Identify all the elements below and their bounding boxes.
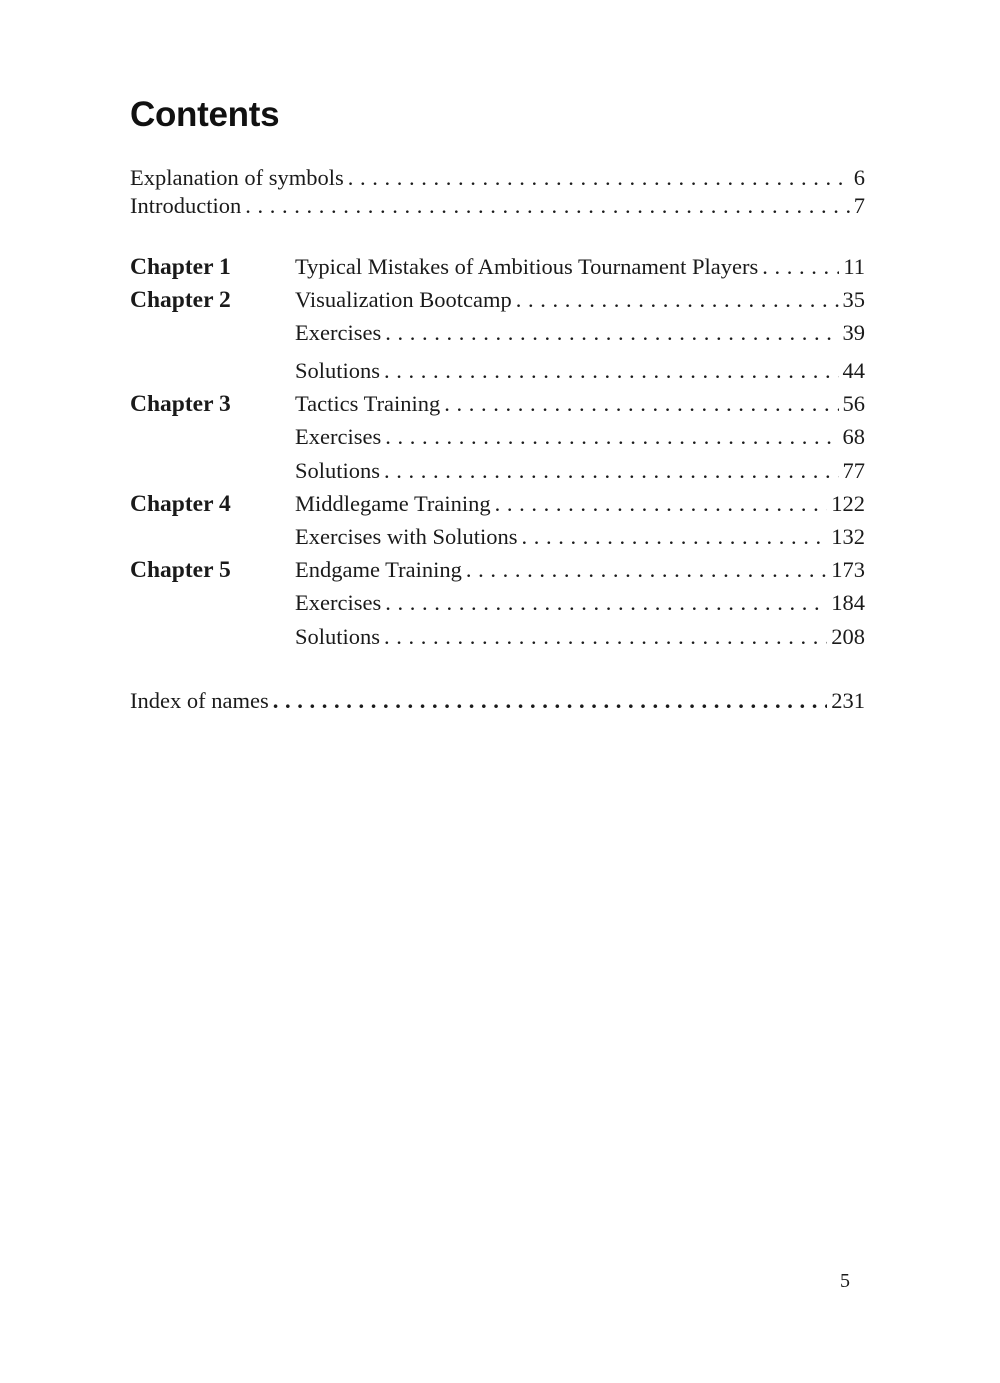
toc-entry-page: 39: [842, 320, 865, 345]
toc-entry-title: Typical Mistakes of Ambitious Tournament Players: [295, 254, 759, 279]
dot-leader: [521, 522, 827, 552]
chapter-4-label: Chapter 4: [130, 491, 231, 517]
toc-entry-chapter-2-solutions[interactable]: [295, 356, 865, 386]
toc-entry-explanation-of-symbols[interactable]: [130, 163, 865, 193]
toc-entry-title: Middlegame Training: [295, 491, 491, 516]
toc-entry-chapter-2[interactable]: [295, 285, 865, 315]
toc-entry-title: Index of names: [130, 688, 269, 713]
dot-leader: [385, 422, 838, 452]
toc-entry-page: 184: [831, 590, 865, 615]
dot-leader: [348, 163, 850, 193]
toc-entry-title: Solutions: [295, 358, 381, 383]
toc-entry-title: Solutions: [295, 624, 381, 649]
toc-entry-page: 77: [842, 458, 865, 483]
toc-entry-index-of-names[interactable]: [130, 686, 865, 716]
toc-entry-chapter-1[interactable]: [295, 252, 865, 282]
toc-entry-page: 132: [831, 524, 865, 549]
dot-leader: [385, 318, 838, 348]
page-number: 5: [840, 1270, 850, 1292]
toc-entry-title: Tactics Training: [295, 391, 441, 416]
toc-entry-chapter-3-exercises[interactable]: [295, 422, 865, 452]
toc-entry-introduction[interactable]: [130, 191, 865, 221]
toc-entry-page: 173: [831, 557, 865, 582]
toc-entry-title: Visualization Bootcamp: [295, 287, 512, 312]
toc-entry-page: 56: [842, 391, 865, 416]
toc-entry-page: 208: [831, 624, 865, 649]
toc-entry-title: Exercises: [295, 320, 382, 345]
toc-entry-page: 11: [843, 254, 865, 279]
dot-leader: [466, 555, 827, 585]
toc-entry-page: 122: [831, 491, 865, 516]
toc-entry-chapter-3-solutions[interactable]: [295, 456, 865, 486]
chapter-2-label: Chapter 2: [130, 287, 231, 313]
dot-leader: [245, 191, 850, 221]
toc-entry-title: Solutions: [295, 458, 381, 483]
toc-entry-chapter-4-exercises[interactable]: [295, 522, 865, 552]
toc-entry-chapter-5[interactable]: [295, 555, 865, 585]
toc-entry-title: Explanation of symbols: [130, 165, 344, 190]
dot-leader: [384, 456, 838, 486]
toc-entry-title: Exercises: [295, 590, 382, 615]
toc-entry-page: 35: [842, 287, 865, 312]
toc-entry-chapter-5-exercises[interactable]: [295, 588, 865, 618]
dot-leader: [385, 588, 827, 618]
dot-leader: [384, 622, 827, 652]
toc-entry-chapter-3[interactable]: [295, 389, 865, 419]
dot-leader: [384, 356, 838, 386]
dot-leader: [273, 686, 828, 716]
dot-leader: [516, 285, 839, 315]
toc-entry-title: Exercises with Solutions: [295, 524, 518, 549]
toc-entry-title: Endgame Training: [295, 557, 462, 582]
toc-entry-title: Introduction: [130, 193, 242, 218]
dot-leader: [762, 252, 839, 282]
toc-entry-page: 68: [842, 424, 865, 449]
toc-entry-chapter-4[interactable]: [295, 489, 865, 519]
toc-entry-page: 7: [853, 193, 865, 218]
chapter-1-label: Chapter 1: [130, 254, 231, 280]
page-title: Contents: [130, 95, 280, 134]
dot-leader: [495, 489, 828, 519]
dot-leader: [444, 389, 838, 419]
chapter-5-label: Chapter 5: [130, 557, 231, 583]
toc-entry-page: 6: [853, 165, 865, 190]
toc-entry-page: 231: [831, 688, 865, 713]
toc-entry-page: 44: [842, 358, 865, 383]
toc-entry-chapter-5-solutions[interactable]: [295, 622, 865, 652]
chapter-3-label: Chapter 3: [130, 391, 231, 417]
toc-entry-chapter-2-exercises[interactable]: [295, 318, 865, 348]
toc-entry-title: Exercises: [295, 424, 382, 449]
